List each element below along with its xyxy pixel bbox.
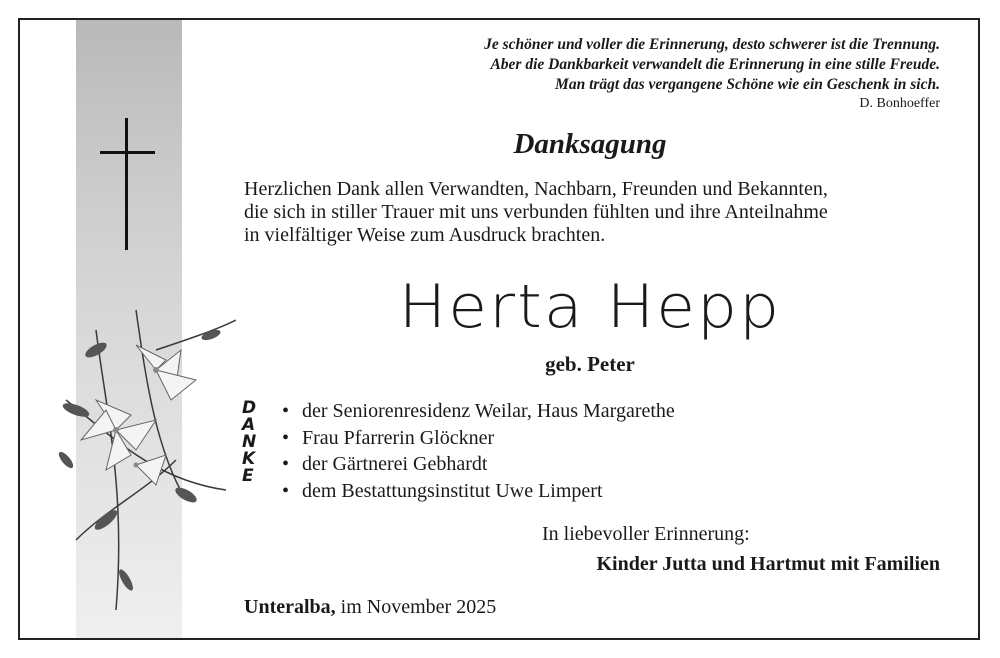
danke-letter: N xyxy=(242,432,257,452)
page-title: Danksagung xyxy=(513,128,667,160)
deceased-name: Herta Hepp xyxy=(398,272,782,342)
place-date xyxy=(244,596,496,619)
obituary-card xyxy=(18,18,980,640)
bonhoeffer-quote xyxy=(484,35,940,95)
cross-icon xyxy=(100,118,155,250)
signed-by: Kinder Jutta und Hartmut mit Familien xyxy=(596,553,940,575)
thanks-list xyxy=(282,398,675,504)
quote-line: Aber die Dankbarkeit verwandelt die Erinnerung in eine stille Freude. xyxy=(490,56,940,73)
thanks-paragraph xyxy=(244,178,944,247)
place: Unteralba, xyxy=(244,596,336,618)
list-item: • der Seniorenresidenz Weilar, Haus Margarethe xyxy=(282,398,675,425)
list-item: • dem Bestattungsinstitut Uwe Limpert xyxy=(282,478,675,505)
date: im November 2025 xyxy=(340,596,497,618)
quote-line: Man trägt das vergangene Schöne wie ein Geschenk in sich. xyxy=(555,76,940,93)
paragraph-line: Herzlichen Dank allen Verwandten, Nachbarn, Freunden und Bekannten, xyxy=(244,178,828,200)
maiden-name: geb. Peter xyxy=(545,352,635,376)
quote-line: Je schöner und voller die Erinnerung, desto schwerer ist die Trennung. xyxy=(484,36,940,53)
quote-author: D. Bonhoeffer xyxy=(859,96,940,111)
danke-vertical xyxy=(242,400,256,485)
paragraph-line: in vielfältiger Weise zum Ausdruck brachten. xyxy=(244,224,606,246)
lily-bouquet-icon xyxy=(36,290,236,620)
danke-letter: K xyxy=(242,449,256,469)
list-item: • der Gärtnerei Gebhardt xyxy=(282,451,675,478)
list-item: • Frau Pfarrerin Glöckner xyxy=(282,425,675,452)
danke-letter: D xyxy=(242,398,257,418)
paragraph-line: die sich in stiller Trauer mit uns verbunden fühlten und ihre Anteilnahme xyxy=(244,201,828,223)
danke-letter: E xyxy=(242,466,254,486)
memory-label: In liebevoller Erinnerung: xyxy=(542,523,750,545)
danke-letter: A xyxy=(242,415,256,435)
